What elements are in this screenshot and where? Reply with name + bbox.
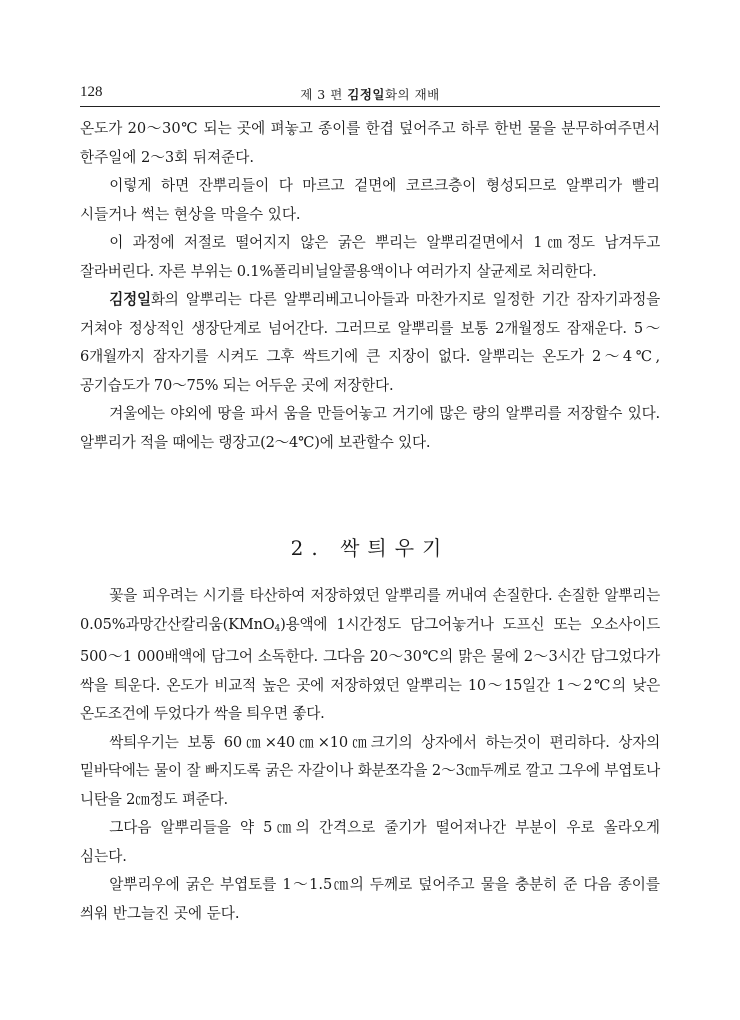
paragraph-4 [80, 286, 660, 400]
section-paragraph-3: 그다음 알뿌리들을 약 5㎝의 간격으로 줄기가 떨어져나간 부분이 우로 올라오게 심는다. [80, 819, 660, 865]
paragraph-1: 온도가 20～30℃ 되는 곳에 펴놓고 종이를 한겹 덮어주고 하루 한번 물을 분무하여주면서 한주일에 2～3회 뒤져준다. [80, 120, 660, 166]
paragraph-2: 이렇게 하면 잔뿌리들이 다 마르고 겉면에 코르크층이 형성되므로 알뿌리가 빨리 시들거나 썩는 현상을 막을수 있다. [80, 177, 660, 223]
running-title [80, 85, 660, 103]
section-2-text-block [80, 582, 660, 928]
chapter-suffix: 화의 재배 [384, 87, 440, 102]
page-number: 128 [80, 84, 103, 100]
section-paragraph-1-part2: )용액에 1시간정도 담그어놓거나 도프신 또는 오소사이드 500～1 000배액에 담그어 소독한다. 그다음 20～30℃의 맑은 물에 2～3시간 담그었다가 싹을 틔운다. 온도가 비교적 높은 곳에 저장하였던 알뿌리는 10～15일간 1～2℃의 낮은 온도조건에 두었다가 싹을 틔우면 좋다. [80, 615, 660, 722]
paragraph-4-text: 화의 알뿌리는 다른 알뿌리베고니아들과 마찬가지로 일정한 기간 잠자기과정을 거쳐야 정상적인 생장단계로 넘어간다. 그러므로 알뿌리를 보통 2개월정도 잠재운다. 5～6개월까지 잠자기를 시켜도 그후 싹트기에 큰 지장이 없다. 알뿌리는 온도가 2～4℃, 공기습도가 70～75% 되는 어두운 곳에 저장한다. [80, 291, 660, 394]
paragraph-3: 이 과정에 저절로 떨어지지 않은 굵은 뿌리는 알뿌리겉면에서 1㎝정도 남겨두고 잘라버린다. 자른 부위는 0.1%폴리비닐알콜용액이나 여러가지 살균제로 처리한다. [80, 234, 660, 280]
intro-text-block [80, 115, 660, 457]
section-paragraph-1 [80, 582, 660, 729]
leader-name: 김정일 [109, 291, 151, 308]
paragraph-5: 겨울에는 야외에 땅을 파서 움을 만들어놓고 거기에 많은 량의 알뿌리를 저장할수 있다. 알뿌리가 적을 때에는 랭장고(2～4℃)에 보관할수 있다. [80, 405, 660, 451]
section-paragraph-1-part1: 꽃을 피우려는 시기를 타산하여 저장하였던 알뿌리를 꺼내여 손질한다. 손질한 알뿌리는 0.05%과망간산칼리움(KMnO [80, 587, 660, 633]
chapter-prefix: 제 3 편 [300, 87, 348, 102]
section-paragraph-2: 싹틔우기는 보통 60㎝×40㎝×10㎝크기의 상자에서 하는것이 편리하다. 상자의 밑바닥에는 물이 잘 빠지도록 굵은 자갈이나 화분쪼각을 2～3㎝두께로 깔고 그우에 부엽토나 니탄을 2㎝정도 펴준다. [80, 733, 660, 808]
section-heading: 2. 싹틔우기 [290, 536, 450, 560]
section-paragraph-4: 알뿌리우에 굵은 부엽토를 1～1.5㎝의 두께로 덮어주고 물을 충분히 준 다음 종이를 씌워 반그늘진 곳에 둔다. [80, 876, 660, 922]
formula-subscript: 4 [274, 623, 281, 634]
page-header [80, 82, 660, 107]
chapter-name-bold: 김정일 [347, 87, 385, 102]
